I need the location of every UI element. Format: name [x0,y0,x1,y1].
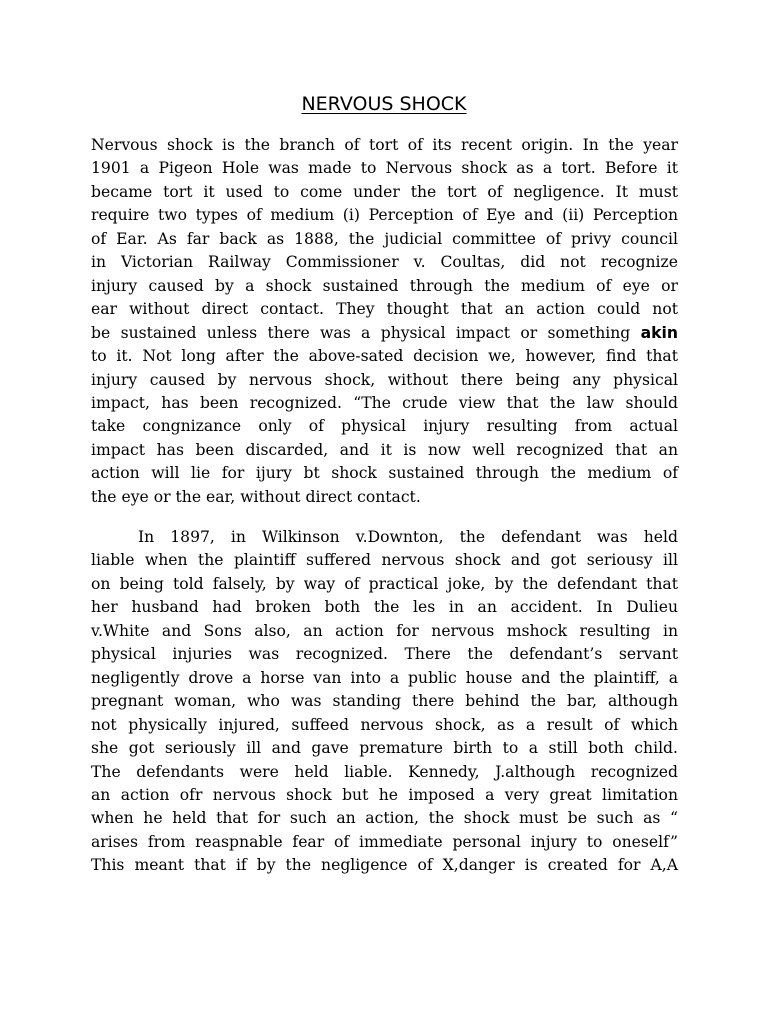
paragraph-2-line-text: The defendants were held liable. Kennedy, J.although recognized [91,762,678,781]
paragraph-1-line [91,462,678,485]
paragraph-1-line-text: action will lie for ijury bt shock sustained through the medium of [91,464,678,483]
paragraph-2-line [91,831,678,854]
paragraph-1-line [91,181,678,204]
paragraph-2-line-text: pregnant woman, who was standing there behind the bar, although [91,692,678,711]
paragraph-1-line-text: take congnizance only of physical injury resulting from actual [91,417,678,436]
paragraph-1-line-text: the eye or the ear, without direct contact. [91,487,421,506]
paragraph-1-line-text: be sustained unless there was a physical impact or something [91,323,631,342]
paragraph-2-line-text: physical injuries was recognized. There the defendant’s servant [91,645,678,664]
paragraph-2-line [91,667,678,690]
paragraph-1-line-text: of Ear. As far back as 1888, the judicial committee of privy council [91,229,678,248]
paragraph-1-line [91,134,678,157]
paragraph-1-line-text: became tort it used to come under the tort of negligence. It must [91,182,678,201]
paragraph-2-line [91,737,678,760]
paragraph-2-line [91,573,678,596]
paragraph-1-line [91,369,678,392]
paragraph-2-line [91,714,678,737]
paragraph-1-line-text: injury caused by nervous shock, without there being any physical [91,370,678,389]
paragraph-2-line-text: liable when the plaintiff suffered nervous shock and got seriousy ill [91,551,678,570]
paragraph-2-line [91,854,678,877]
paragraph-1-line-text: to it. Not long after the above-sated decision we, however, find that [91,347,678,366]
paragraph-1-line [91,322,678,345]
paragraph-1-line [91,157,678,180]
paragraph-1-line [91,298,678,321]
paragraph-2-line [91,807,678,830]
paragraph-1-line-text: impact, has been recognized. “The crude view that the law should [91,393,678,412]
paragraph-1-line [91,486,678,509]
paragraph-1-line-text: injury caused by a shock sustained through the medium of eye or [91,276,678,295]
paragraph-2-line [91,549,678,572]
paragraph-1-line [91,439,678,462]
paragraph-1-line [91,275,678,298]
paragraph-2-line [91,596,678,619]
paragraph-2-line-text: v.White and Sons also, an action for nervous mshock resulting in [91,621,678,640]
paragraph-1-line-text: in Victorian Railway Commissioner v. Coultas, did not recognize [91,253,678,272]
paragraph-2-line-text: arises from reaspnable fear of immediate personal injury to oneself” [91,832,678,851]
document-title: NERVOUS SHOCK [301,93,467,115]
paragraph-2-line-text: In 1897, in Wilkinson v.Downton, the defendant was held [138,528,678,546]
paragraph-2-line-text: not physically injured, suffeed nervous shock, as a result of which [91,715,678,734]
paragraph-2-line [91,643,678,666]
paragraph-1-line [91,251,678,274]
paragraph-2-line [138,526,678,549]
paragraph-1-line-text: ear without direct contact. They thought that an action could not [91,300,678,319]
paragraph-2-line-text: on being told falsely, by way of practical joke, by the defendant that [91,574,678,593]
bold-word: akin [640,323,678,342]
paragraph-2-line [91,690,678,713]
paragraph-1-line [91,415,678,438]
paragraph-1-line [91,204,678,227]
paragraph-1-line [91,345,678,368]
paragraph-1-line-text: 1901 a Pigeon Hole was made to Nervous shock as a tort. Before it [91,159,678,178]
paragraph-1-line-text: require two types of medium (i) Perception of Eye and (ii) Perception [91,206,678,225]
paragraph-2-line-text: an action ofr nervous shock but he imposed a very great limitation [91,785,678,804]
paragraph-2-line-text: This meant that if by the negligence of X,danger is created for A,A [91,856,678,875]
paragraph-2-line-text: she got seriously ill and gave premature birth to a still both child. [91,739,678,758]
paragraph-1-line [91,228,678,251]
paragraph-2-line-text: her husband had broken both the les in an accident. In Dulieu [91,598,678,617]
paragraph-2-line [91,784,678,807]
paragraph-1-line [91,392,678,415]
paragraph-1-line-text: Nervous shock is the branch of tort of its recent origin. In the year [91,136,678,154]
paragraph-2-line [91,761,678,784]
paragraph-2-line-text: negligently drove a horse van into a public house and the plaintiff, a [91,668,678,687]
paragraph-1-line-text: impact has been discarded, and it is now well recognized that an [91,440,678,459]
paragraph-2-line-text: when he held that for such an action, the shock must be such as “ [91,809,678,828]
paragraph-2-line [91,620,678,643]
